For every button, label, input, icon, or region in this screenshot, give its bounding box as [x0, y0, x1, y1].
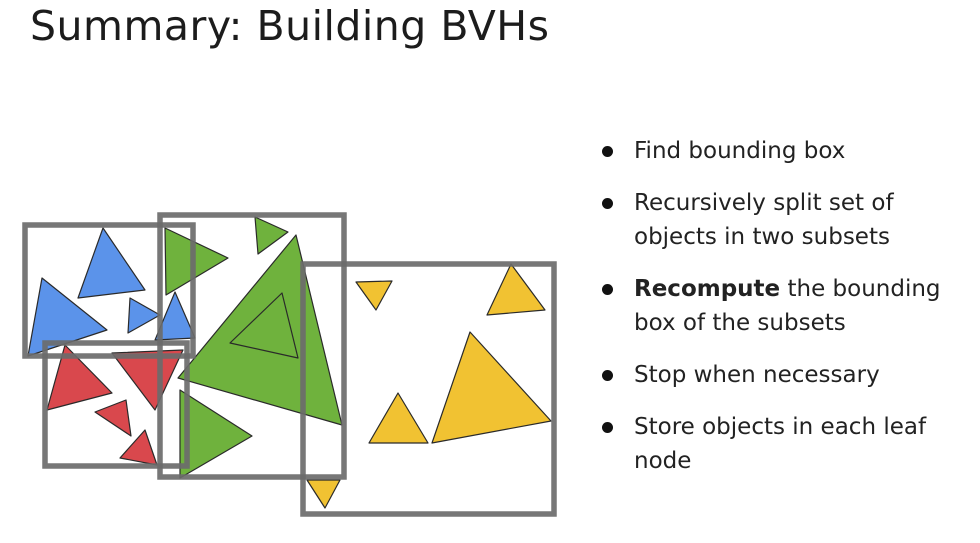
yellow-triangle: [487, 264, 545, 315]
bullet-list: [600, 134, 975, 496]
blue-triangle: [128, 298, 160, 333]
bullet-dot: [602, 284, 613, 295]
yellow-triangle: [356, 281, 392, 310]
red-triangle: [120, 430, 157, 465]
red-triangle: [95, 400, 131, 436]
bullet-text: Stop when necessary: [634, 362, 880, 388]
yellow-triangle: [307, 480, 340, 508]
blue-triangle: [78, 228, 145, 298]
bullet-text: Find bounding box: [634, 138, 846, 164]
bullet-item: [600, 410, 975, 478]
bullet-dot: [602, 422, 613, 433]
yellow-triangle: [369, 393, 428, 443]
bullet-dot: [602, 146, 613, 157]
bullet-item: [600, 186, 975, 254]
slide-title: Summary: Building BVHs: [30, 2, 550, 50]
bullet-dot: [602, 198, 613, 209]
bullet-dot: [602, 370, 613, 381]
bullet-text: Recursively split set of objects in two subsets: [634, 190, 894, 250]
bullet-item: [600, 358, 975, 392]
yellow-triangle: [432, 332, 551, 443]
bullet-bold: Recompute: [634, 276, 781, 302]
green-triangle: [165, 228, 228, 295]
bullet-text: the bounding box of the subsets: [634, 276, 941, 336]
bullet-item: [600, 272, 975, 340]
bullet-item: [600, 134, 975, 168]
green-triangle: [255, 217, 288, 254]
bullet-text: Store objects in each leaf node: [634, 414, 927, 474]
green-triangle: [180, 390, 252, 478]
